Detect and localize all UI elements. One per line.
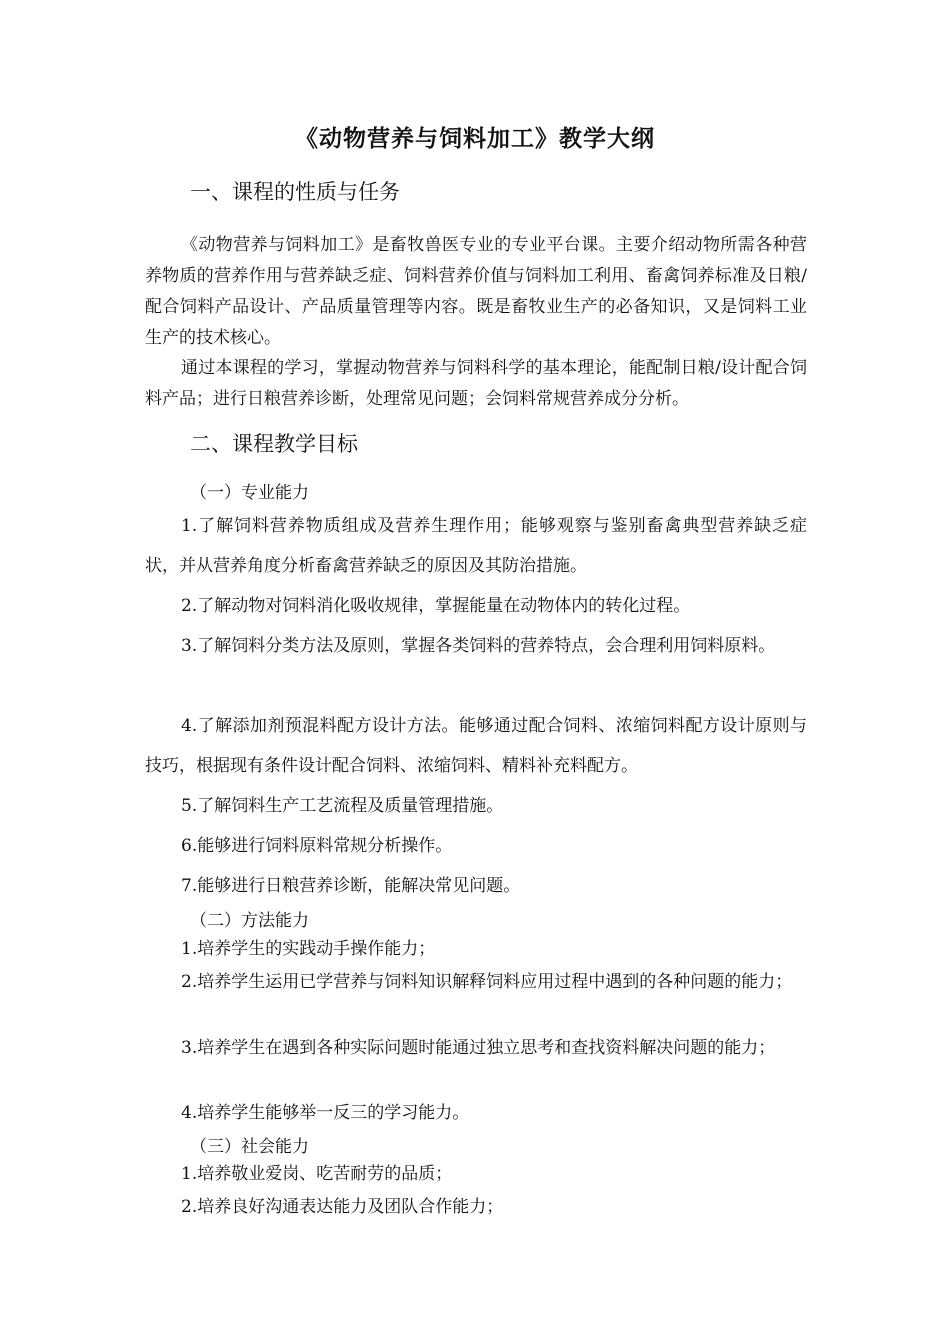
section1-paragraph: 《动物营养与饲料加工》是畜牧兽医专业的专业平台课。主要介绍动物所需各种营养物质的营养作用与营养缺乏症、饲料营养价值与饲料加工利用、畜禽饲养标准及日粮/配合饲料产品设计、产品质量管理等内容。既是畜牧业生产的必备知识，又是饲料工业生产的技术核心。 <box>145 235 807 348</box>
document-title: 《动物营养与饲料加工》教学大纲 <box>295 126 655 152</box>
list-item: 4.了解添加剂预混料配方设计方法。能够通过配合饲料、浓缩饲料配方设计原则与技巧，根据现有条件设计配合饲料、浓缩饲料、精料补充料配方。 <box>145 716 807 776</box>
list-item: 7.能够进行日粮营养诊断，能解决常见问题。 <box>181 876 521 896</box>
list-item: 2.了解动物对饲料消化吸收规律，掌握能量在动物体内的转化过程。 <box>181 596 691 616</box>
sub3-heading: （三）社会能力 <box>190 1137 309 1157</box>
list-item: 1.了解饲料营养物质组成及营养生理作用；能够观察与鉴别畜禽典型营养缺乏症状，并从营养角度分析畜禽营养缺乏的原因及其防治措施。 <box>145 516 807 576</box>
list-item: 1.培养敬业爱岗、吃苦耐劳的品质； <box>181 1164 453 1184</box>
sub2-heading: （二）方法能力 <box>190 911 309 931</box>
list-item: 3.了解饲料分类方法及原则，掌握各类饲料的营养特点，会合理利用饲料原料。 <box>181 636 776 656</box>
sub1-heading: （一）专业能力 <box>190 483 309 503</box>
section1-heading: 一、课程的性质与任务 <box>190 180 400 204</box>
list-item: 4.培养学生能够举一反三的学习能力。 <box>181 1103 470 1123</box>
list-item: 5.了解饲料生产工艺流程及质量管理措施。 <box>181 796 504 816</box>
list-item: 6.能够进行饲料原料常规分析操作。 <box>181 836 453 856</box>
list-item: 1.培养学生的实践动手操作能力； <box>181 939 436 959</box>
list-item: 2.培养良好沟通表达能力及团队合作能力； <box>181 1197 504 1217</box>
list-item: 3.培养学生在遇到各种实际问题时能通过独立思考和查找资料解决问题的能力； <box>181 1038 776 1058</box>
section1-paragraph: 通过本课程的学习，掌握动物营养与饲料科学的基本理论，能配制日粮/设计配合饲料产品；进行日粮营养诊断，处理常见问题；会饲料常规营养成分分析。 <box>145 358 807 409</box>
section2-heading: 二、课程教学目标 <box>190 432 358 456</box>
list-item: 2.培养学生运用已学营养与饲料知识解释饲料应用过程中遇到的各种问题的能力； <box>181 972 793 992</box>
